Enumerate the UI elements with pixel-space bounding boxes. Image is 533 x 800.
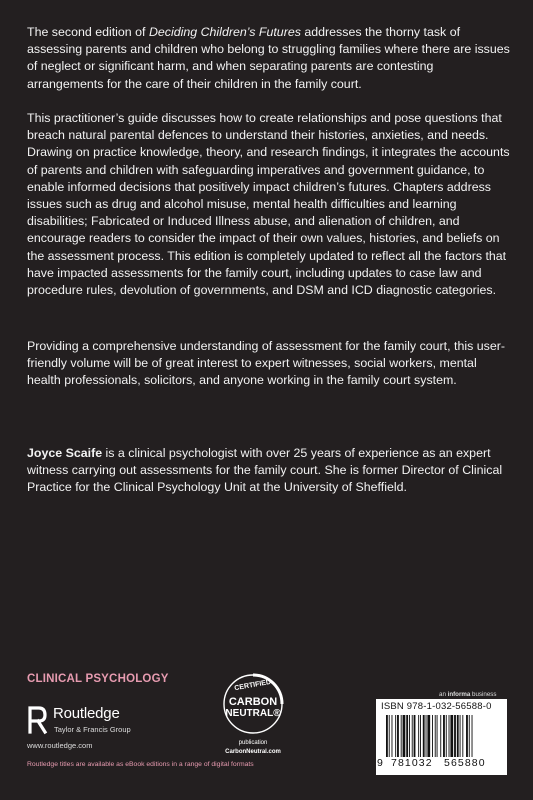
publisher-url: www.routledge.com <box>27 741 93 750</box>
carbon-url: CarbonNeutral.com <box>225 749 281 754</box>
book-title: Deciding Children’s Futures <box>148 25 301 39</box>
informa-brand: informa <box>447 691 471 698</box>
description-paragraph-3 <box>27 338 512 390</box>
barcode-group-2: 565880 <box>444 757 486 769</box>
carbon-publication: publication <box>238 740 268 746</box>
routledge-logo-icon <box>27 705 49 735</box>
publisher-logo <box>27 703 167 739</box>
carbon-certified-text: CERTIFIED <box>233 678 272 693</box>
barcode-panel <box>376 699 507 775</box>
carbon-neutral-badge-icon <box>213 672 293 754</box>
barcode-lead-digit: 9 <box>377 757 384 769</box>
author-bio <box>27 445 512 497</box>
barcode-icon <box>383 715 500 759</box>
author-name: Joyce Scaife <box>27 446 103 460</box>
informa-business-label: an informa business <box>439 691 497 698</box>
carbon-line2: NEUTRAL® <box>225 708 281 719</box>
author-bio-text: is a clinical psychologist with over 25 years of experience as an expert witness carrying out assessments for the family court. She is former Director of Clinical Practice for the Clinical Psychology Unit at the University of Sheffield. <box>27 446 503 495</box>
publisher-subtitle: Taylor & Francis Group <box>54 725 131 734</box>
ebook-availability-note: Routledge titles are available as eBook editions in a range of digital formats <box>27 761 254 768</box>
description-paragraph-2 <box>27 110 512 299</box>
description-paragraph-1 <box>27 24 512 93</box>
series-label: CLINICAL PSYCHOLOGY <box>27 673 169 685</box>
p1-intro: The second edition of <box>27 25 149 39</box>
isbn-text: ISBN 978-1-032-56588-0 <box>381 701 492 712</box>
p3-text: Providing a comprehensive understanding of assessment for the family court, this user-friendly volume will be of great interest to expert witnesses, social workers, mental health professionals, solicitors, and anyone working in the family court system. <box>27 339 505 388</box>
barcode-group-1: 781032 <box>391 757 433 769</box>
carbon-line1: CARBON <box>228 696 278 708</box>
p2-text: This practitioner’s guide discusses how to create relationships and pose questions that breach natural parental defences to understand their histories, anxieties, and needs. Drawing on practice knowledge, theory, and research findings, it integrates the accounts of parents and children with safeguarding imperatives and government guidance, to enable informed decisions that positively impact children’s futures. Chapters address issues such as drug and alcohol misuse, mental health difficulties and learning disabilities; Fabricated or Induced Illness abuse, and alienation of children, and encourage readers to consider the impact of their own values, histories, and beliefs on the assessment process. This edition is completely updated to reflect all the factors that have impacted assessments for the family court, including updates to case law and procedure rules, devolution of governments, and DSM and ICD diagnostic categories. <box>27 111 510 298</box>
publisher-name: Routledge <box>53 705 120 722</box>
p1-rest: addresses the thorny task of assessing parents and children who belong to struggling families where there are issues of neglect or significant harm, and when separating parents are contesting arrangements for the care of their children in the family court. <box>27 25 510 91</box>
